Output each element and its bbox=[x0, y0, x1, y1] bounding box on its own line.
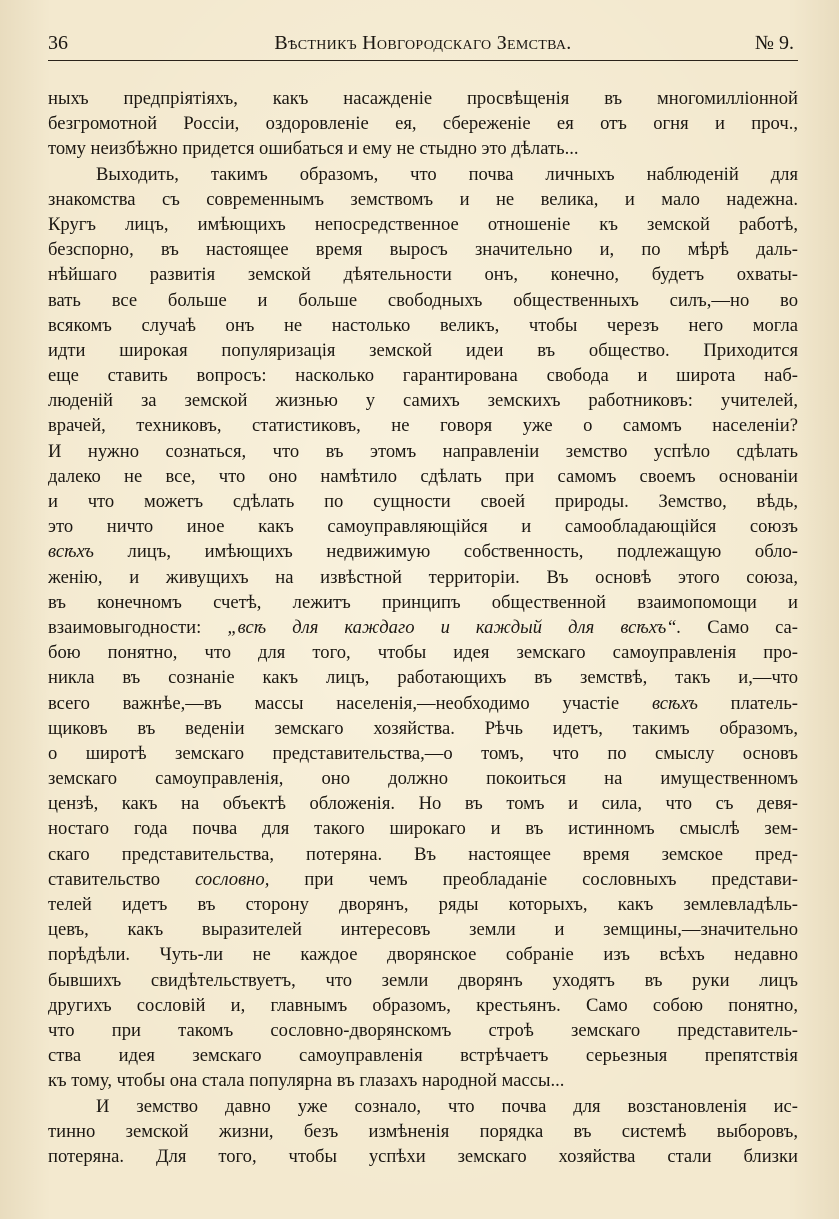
text-line bbox=[48, 539, 798, 564]
italic-emphasis: „всѣ для каждаго и каждый для всѣхъ“. bbox=[227, 616, 682, 638]
text-line: цензѣ, какъ на объектѣ обложенія. Но въ томъ и сила, что съ девя- bbox=[48, 793, 798, 815]
header-rule bbox=[48, 60, 798, 61]
text-line: въ конечномъ счетѣ, лежитъ принципъ общественной взаимопомощи и bbox=[48, 591, 798, 613]
text-line: это ничто иное какъ самоуправляющійся и самообладающійся союзъ bbox=[48, 516, 798, 538]
text-line: земскаго самоуправленія, оно должно покоиться на имущественномъ bbox=[48, 768, 798, 790]
text-segment: Само са- bbox=[681, 616, 798, 638]
text-segment: ставительство bbox=[48, 868, 196, 890]
text-line bbox=[48, 691, 798, 716]
text-line: о широтѣ земскаго представительства,—о томъ, что по смыслу основъ bbox=[48, 742, 798, 764]
text-segment: платель- bbox=[697, 692, 798, 714]
text-segment: при чемъ преобладаніе сословныхъ представи- bbox=[269, 868, 798, 890]
text-line: къ тому, чтобы она стала популярна въ глазахъ народной массы... bbox=[48, 1070, 565, 1092]
text-segment: всего важнѣе,—въ массы населенія,—необходимо участіе bbox=[48, 692, 652, 714]
text-line: бывшихъ свидѣтельствуетъ, что земли дворянъ уходятъ въ руки лицъ bbox=[48, 969, 798, 991]
page-number: 36 bbox=[48, 32, 68, 54]
issue-number: № 9. bbox=[754, 32, 794, 54]
text-line: еще ставить вопросъ: насколько гарантирована свобода и широта наб- bbox=[48, 365, 798, 387]
text-line bbox=[48, 615, 798, 640]
text-line: вать все больше и больше свободныхъ общественныхъ силъ,—но во bbox=[48, 289, 798, 311]
text-line: тому неизбѣжно придется ошибаться и ему не стыдно это дѣлать... bbox=[48, 138, 579, 160]
text-line: люденій за земской жизнью у самихъ земскихъ работниковъ: учителей, bbox=[48, 390, 798, 412]
text-line: И земство давно уже сознало, что почва для возстановленія ис- bbox=[96, 1095, 798, 1117]
text-line: ностаго года почва для такого широкаго и въ истинномъ смыслѣ зем- bbox=[48, 818, 798, 840]
text-line: потеряна. Для того, чтобы успѣхи земскаго хозяйства стали близки bbox=[48, 1145, 798, 1167]
text-line: безгромотной Россіи, оздоровленіе ея, сбереженіе ея отъ огня и проч., bbox=[48, 113, 798, 135]
text-line: другихъ сословій и, главнымъ образомъ, крестьянъ. Само собою понятно, bbox=[48, 994, 798, 1016]
text-line: врачей, техниковъ, статистиковъ, не говоря уже о самомъ населеніи? bbox=[48, 415, 798, 437]
text-line: женію, и живущихъ на извѣстной территоріи. Въ основѣ этого союза, bbox=[48, 566, 798, 588]
running-head bbox=[48, 28, 798, 58]
italic-emphasis: всѣхъ bbox=[48, 541, 94, 563]
text-line: цевъ, какъ выразителей интересовъ земли и земщины,—значительно bbox=[48, 919, 798, 941]
italic-emphasis: всѣхъ bbox=[651, 692, 698, 714]
text-line: и что можетъ сдѣлать по сущности своей природы. Земство, вѣдь, bbox=[48, 491, 798, 512]
text-segment: лицъ, имѣющихъ недвижимую собственность, подлежащую обло- bbox=[93, 541, 798, 563]
text-line: что при такомъ сословно-дворянскомъ строѣ земскаго представитель- bbox=[48, 1019, 798, 1041]
italic-emphasis: сословно, bbox=[195, 868, 270, 890]
body-text bbox=[48, 86, 798, 1169]
text-line: Кругъ лицъ, имѣющихъ непосредственное отношеніе къ земской работѣ, bbox=[48, 213, 798, 235]
text-line: безспорно, въ настоящее время выросъ значительно и, по мѣрѣ даль- bbox=[48, 239, 798, 261]
text-line: всякомъ случаѣ онъ не настолько великъ, чтобы черезъ него могла bbox=[48, 314, 798, 336]
text-line: порѣдѣли. Чуть-ли не каждое дворянское собраніе изъ всѣхъ недавно bbox=[48, 944, 798, 966]
text-line: бою понятно, что для того, чтобы идея земскаго самоуправленія про- bbox=[48, 642, 798, 664]
text-line: никла въ сознаніе какъ лицъ, работающихъ въ земствѣ, такъ и,—что bbox=[48, 667, 798, 689]
text-line: идти широкая популяризація земской идеи въ общество. Приходится bbox=[48, 339, 798, 361]
text-line: И нужно сознаться, что въ этомъ направленіи земство успѣло сдѣлать bbox=[48, 440, 798, 462]
text-line: ныхъ предпріятіяхъ, какъ насажденіе просвѣщенія въ многомилліонной bbox=[48, 88, 798, 109]
text-line: ства идея земскаго самоуправленія встрѣчаетъ серьезныя препятствія bbox=[48, 1045, 798, 1067]
text-segment: взаимовыгодности: bbox=[48, 616, 228, 638]
text-line: Выходить, такимъ образомъ, что почва личныхъ наблюденій для bbox=[96, 163, 798, 185]
text-line: телей идетъ въ сторону дворянъ, ряды которыхъ, какъ землевладѣль- bbox=[48, 894, 798, 915]
text-line: скаго представительства, потеряна. Въ настоящее время земское пред- bbox=[48, 843, 798, 865]
text-line: нѣйшаго развитія земской дѣятельности онъ, конечно, будетъ охваты- bbox=[48, 264, 798, 286]
text-line: знакомства съ современнымъ земствомъ и не велика, и мало надежна. bbox=[48, 188, 798, 210]
text-line: щиковъ въ веденіи земскаго хозяйства. Рѣчь идетъ, такимъ образомъ, bbox=[48, 717, 798, 739]
text-line: далеко не все, что оно намѣтило сдѣлать при самомъ своемъ основаніи bbox=[48, 465, 798, 487]
text-line bbox=[48, 867, 798, 892]
text-line: тинно земской жизни, безъ измѣненія порядка въ системѣ выборовъ, bbox=[48, 1120, 798, 1142]
journal-title: Вѣстникъ Новгородскаго Земства. bbox=[274, 32, 572, 54]
